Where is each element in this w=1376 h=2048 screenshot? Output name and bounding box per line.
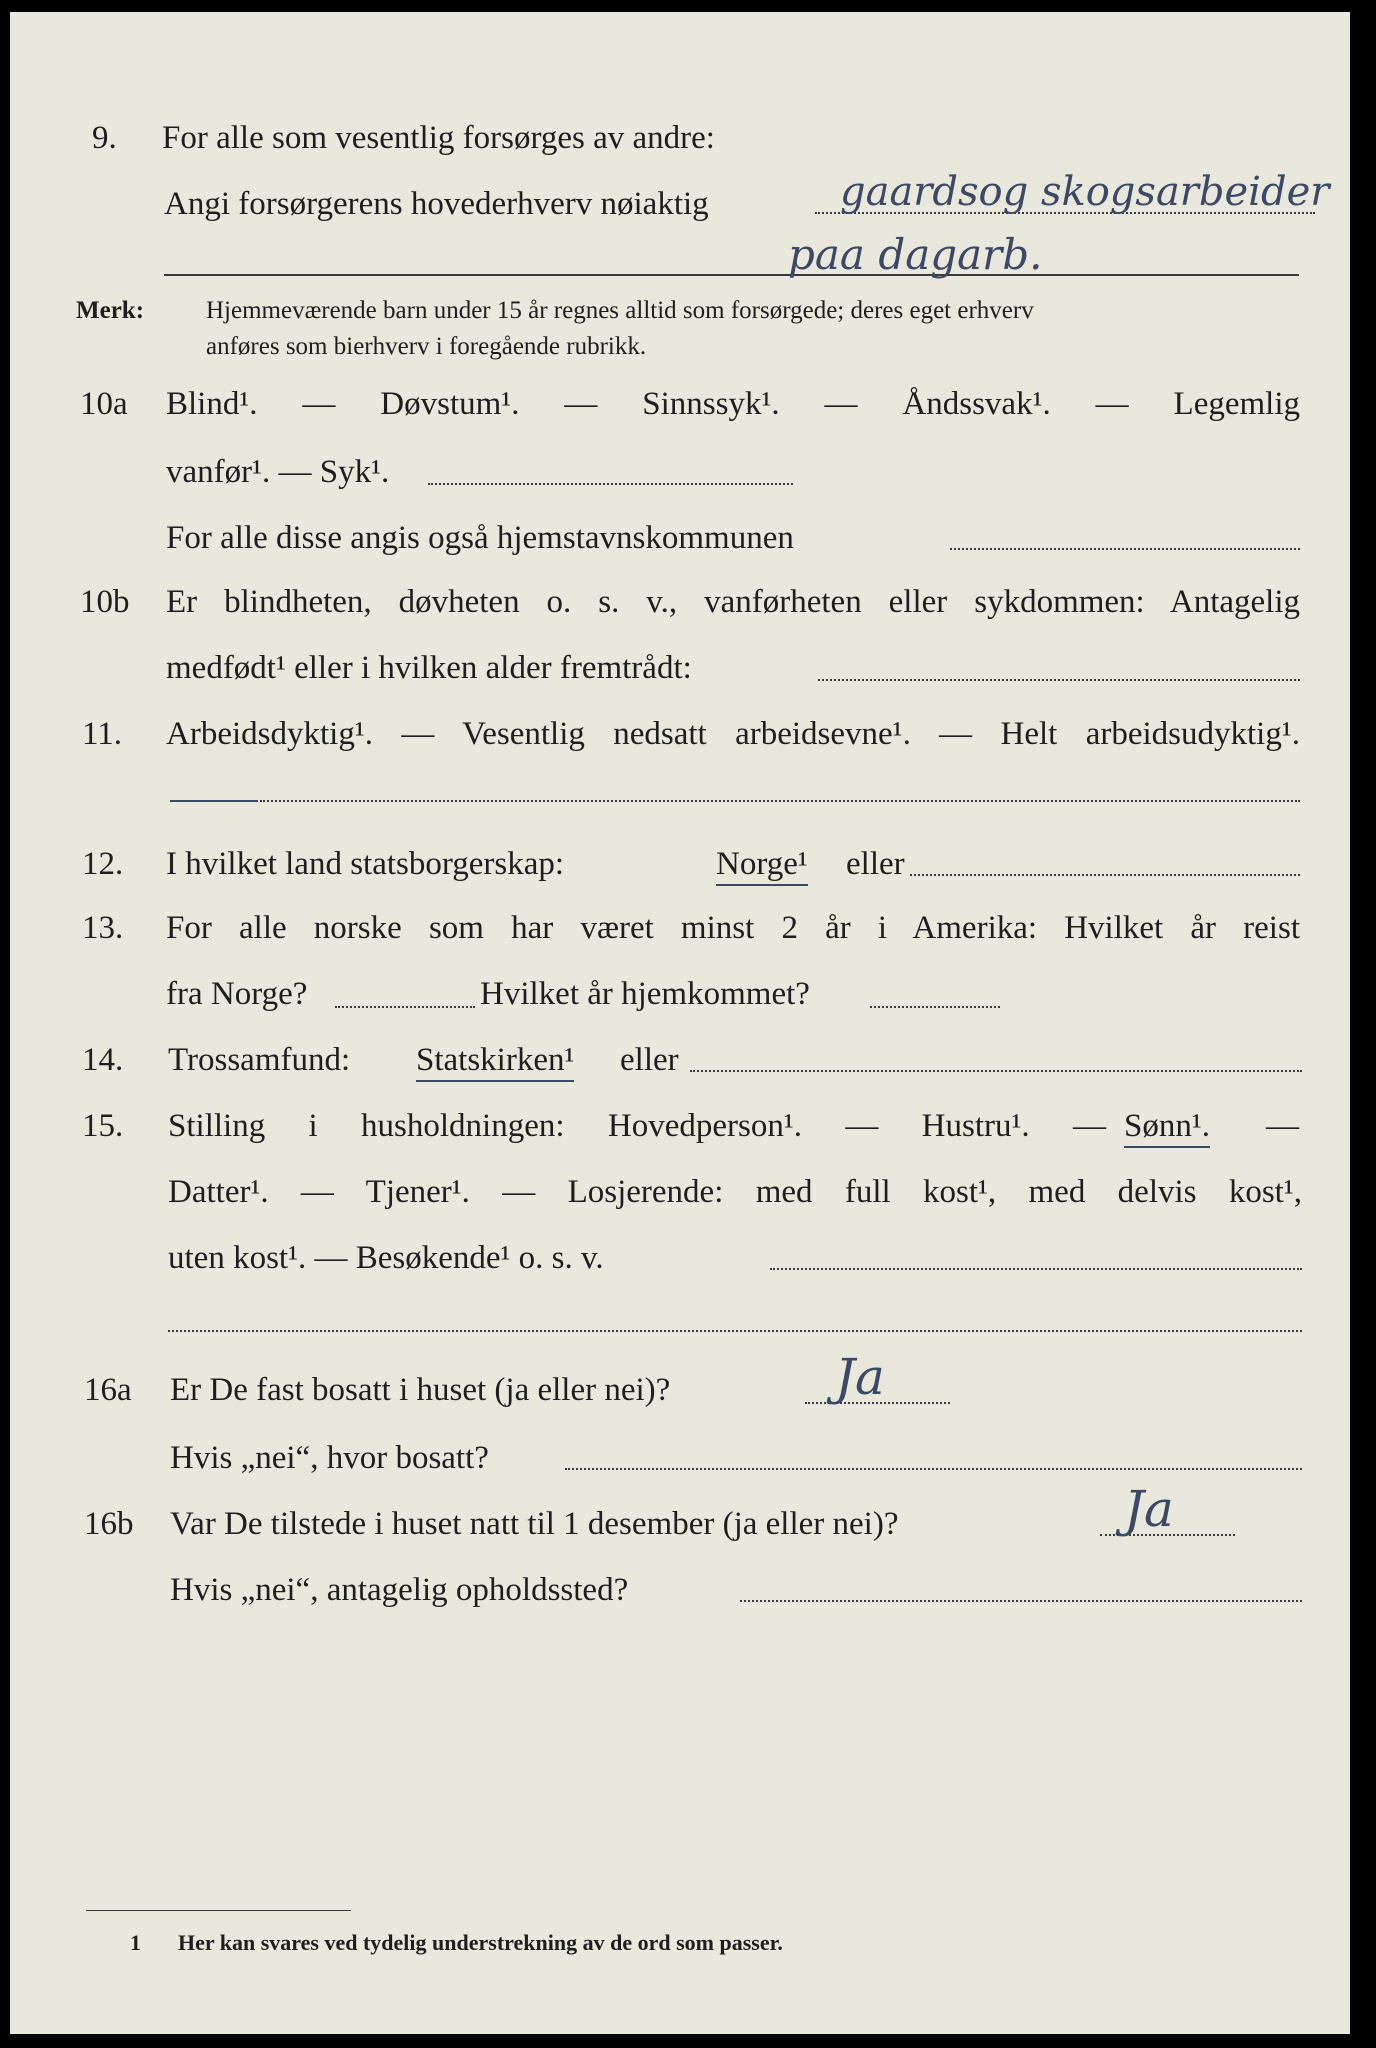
q16b-number: 16b bbox=[84, 1506, 134, 1542]
footnote-separator bbox=[86, 1910, 351, 1911]
q15-dash: — bbox=[1266, 1108, 1299, 1144]
q10b-number: 10b bbox=[80, 584, 130, 620]
q16a-residence-answer-line[interactable] bbox=[565, 1468, 1302, 1470]
q13-number: 13. bbox=[82, 910, 124, 946]
q9-number: 9. bbox=[92, 120, 117, 156]
q11-number: 11. bbox=[82, 716, 123, 752]
q10a-options-1: Blind¹. — Døvstum¹. — Sinnssyk¹. — Åndssvak¹. — Legemlig bbox=[166, 386, 1300, 422]
q16a-number: 16a bbox=[84, 1372, 132, 1408]
q12-answer-line[interactable] bbox=[910, 874, 1300, 876]
q9-handwritten-answer-1[interactable]: gaardsog skogsarbeider bbox=[840, 169, 1330, 215]
q10b-question-2: medfødt¹ eller i hvilken alder fremtrådt: bbox=[166, 650, 692, 686]
q12-option-norge-label: Norge¹ bbox=[716, 846, 808, 886]
q11-handwritten-stroke bbox=[170, 800, 258, 802]
q11-options: Arbeidsdyktig¹. — Vesentlig nedsatt arbeidsevne¹. — Helt arbeidsudyktig¹. bbox=[166, 716, 1300, 752]
q15-options-2: Datter¹. — Tjener¹. — Losjerende: med full kost¹, med delvis kost¹, bbox=[168, 1174, 1302, 1210]
q13-left-norway-label: fra Norge? bbox=[166, 976, 308, 1012]
q15-answer-line[interactable] bbox=[770, 1268, 1302, 1270]
q15-extra-line[interactable] bbox=[168, 1330, 1302, 1332]
q15-options-3: uten kost¹. — Besøkende¹ o. s. v. bbox=[168, 1240, 604, 1276]
footnote-mark: 1 bbox=[130, 1930, 141, 1955]
q16a-residence-label: Hvis „nei“, hvor bosatt? bbox=[170, 1440, 489, 1476]
q15-options-1: Stilling i husholdningen: Hovedperson¹. — Hustru¹. — bbox=[168, 1108, 1106, 1144]
q13-question: For alle norske som har været minst 2 år i Amerika: Hvilket år reist bbox=[166, 910, 1300, 946]
q12-option-norge[interactable] bbox=[716, 848, 808, 881]
q15-option-sonn[interactable] bbox=[1124, 1110, 1210, 1143]
q14-answer-line[interactable] bbox=[690, 1070, 1302, 1072]
q14-option-statskirken-label: Statskirken¹ bbox=[416, 1042, 574, 1082]
q16b-handwritten-answer[interactable]: Ja bbox=[1124, 1480, 1174, 1538]
q13-left-year-line[interactable] bbox=[335, 1006, 475, 1008]
footnote-text: Her kan svares ved tydelig understrekning av de ord som passer. bbox=[178, 1930, 783, 1955]
q14-number: 14. bbox=[82, 1042, 124, 1078]
q14-or: eller bbox=[620, 1042, 679, 1078]
q9-provider-occupation-label: Angi forsørgerens hovederhverv nøiaktig bbox=[164, 186, 709, 222]
q14-question: Trossamfund: bbox=[168, 1042, 351, 1078]
q13-returned-year-line[interactable] bbox=[870, 1006, 1000, 1008]
q15-number: 15. bbox=[82, 1108, 124, 1144]
merk-label: Merk: bbox=[76, 297, 145, 324]
merk-note-2: anføres som bierhverv i foregående rubrikk. bbox=[206, 333, 647, 360]
q10a-number: 10a bbox=[80, 386, 128, 422]
q12-number: 12. bbox=[82, 846, 124, 882]
q12-question: I hvilket land statsborgerskap: bbox=[166, 846, 565, 882]
q10a-home-municipality-label: For alle disse angis også hjemstavnskommunen bbox=[166, 520, 794, 556]
q10a-sick-answer-line[interactable] bbox=[428, 483, 793, 485]
q9-answer-line-2 bbox=[164, 274, 1299, 276]
q9-question: For alle som vesentlig forsørges av andre: bbox=[162, 120, 715, 156]
q10b-answer-line[interactable] bbox=[818, 679, 1300, 681]
q10a-municipality-answer-line[interactable] bbox=[950, 548, 1300, 550]
q13-returned-label: Hvilket år hjemkommet? bbox=[480, 976, 810, 1012]
q11-answer-line[interactable] bbox=[260, 800, 1300, 802]
merk-note-1: Hjemmeværende barn under 15 år regnes alltid som forsørgede; deres eget erhverv bbox=[206, 297, 1034, 324]
q9-handwritten-answer-2[interactable]: paa dagarb. bbox=[788, 230, 1043, 279]
census-form-page bbox=[10, 12, 1350, 2034]
q16b-whereabouts-answer-line[interactable] bbox=[740, 1600, 1302, 1602]
q10a-options-2: vanfør¹. — Syk¹. bbox=[166, 454, 390, 490]
q16b-whereabouts-label: Hvis „nei“, antagelig opholdssted? bbox=[170, 1572, 629, 1608]
q10b-question-1: Er blindheten, døvheten o. s. v., vanførheten eller sykdommen: Antagelig bbox=[166, 584, 1300, 620]
q14-option-statskirken[interactable] bbox=[416, 1044, 574, 1077]
q16b-question: Var De tilstede i huset natt til 1 desember (ja eller nei)? bbox=[170, 1506, 899, 1542]
q16a-question: Er De fast bosatt i huset (ja eller nei)? bbox=[170, 1372, 671, 1408]
q12-or: eller bbox=[846, 846, 905, 882]
q16a-handwritten-answer[interactable]: Ja bbox=[835, 1348, 885, 1406]
q15-option-sonn-label: Sønn¹. bbox=[1124, 1108, 1210, 1148]
